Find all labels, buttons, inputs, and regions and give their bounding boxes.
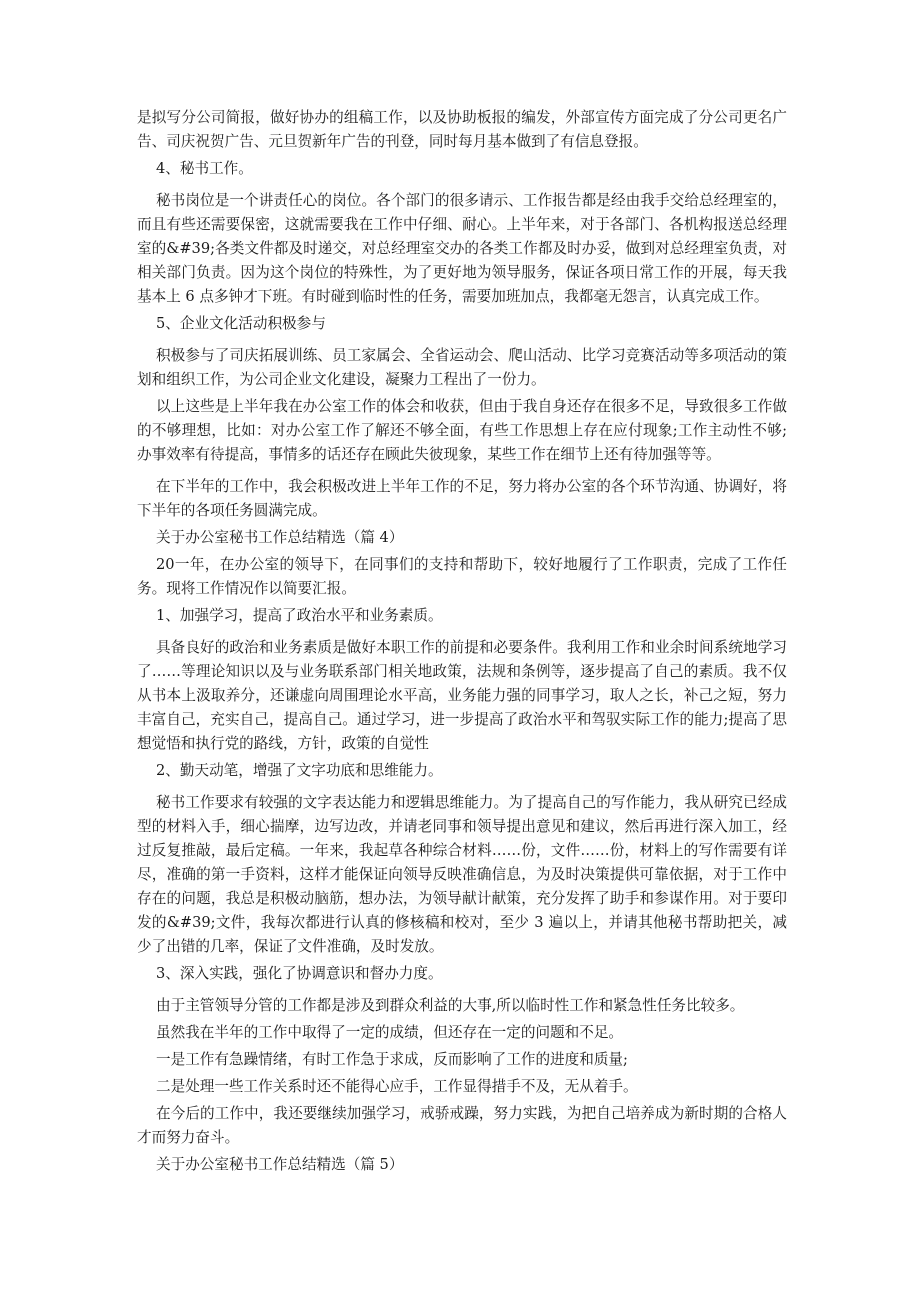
- paragraph: 虽然我在半年的工作中取得了一定的成绩，但还存在一定的问题和不足。: [156, 1024, 624, 1041]
- paragraph: 一是工作有急躁情绪，有时工作急于求成，反而影响了工作的进度和质量;: [156, 1051, 628, 1068]
- paragraph: 在今后的工作中，我还要继续加强学习，戒骄戒躁，努力实践，为把自己培养成为新时期的合格人才而努力奋斗。: [137, 1105, 787, 1146]
- paragraph: 秘书工作要求有较强的文字表达能力和逻辑思维能力。为了提高自己的写作能力，我从研究已经成型的材料入手，细心揣摩，边写边改，并请老同事和领导提出意见和建议，然后再进行深入加工，经过反复推敲，最后定稿。一年来，我起草各种综合材料……份，文件……份，材料上的写作需要有详尽，准确的第一手资料，这样才能保证向领导反映准确信息，为及时决策提供可靠依据，对于工作中存在的问题，我总是积极动脑筋，想办法，为领导献计献策，充分发挥了助手和参谋作用。对于要印发的&#39;文件，我每次都进行认真的修核稿和校对，至少 3 遍以上，并请其他秘书帮助把关，减少了出错的几率，保证了文件准确，及时发放。: [137, 794, 787, 955]
- paragraph: 在下半年的工作中，我会积极改进上半年工作的不足，努力将办公室的各个环节沟通、协调好，将下半年的各项任务圆满完成。: [137, 478, 787, 519]
- paragraph: 具备良好的政治和业务素质是做好本职工作的前提和必要条件。我利用工作和业余时间系统地学习了……等理论知识以及与业务联系部门相关地政策，法规和条例等，逐步提高了自己的素质。我不仅从书本上汲取养分，还谦虚向周围理论水平高，业务能力强的同事学习，取人之长，补己之短，努力丰富自己，充实自己，提高自己。通过学习，进一步提高了政治水平和驾驭实际工作的能力;提高了思想觉悟和执行党的路线，方针，政策的自觉性: [137, 639, 787, 752]
- paragraph: 以上这些是上半年我在办公室工作的体会和收获，但由于我自身还存在很多不足，导致很多工作做的不够理想，比如：对办公室工作了解还不够全面，有些工作思想上存在应付现象;工作主动性不够;办事效率有待提高，事情多的话还存在顾此失彼现象，某些工作在细节上还有待加强等等。: [137, 398, 787, 463]
- section-heading: 1、加强学习，提高了政治水平和业务素质。: [156, 607, 443, 624]
- paragraph: 二是处理一些工作关系时还不能得心应手，工作显得措手不及，无从着手。: [156, 1078, 638, 1095]
- section-heading: 4、秘书工作。: [156, 160, 253, 177]
- section-heading: 3、深入实践，强化了协调意识和督办力度。: [156, 965, 443, 982]
- article-title: 关于办公室秘书工作总结精选（篇 4）: [156, 529, 404, 546]
- section-heading: 2、勤天动笔，增强了文字功底和思维能力。: [156, 762, 443, 779]
- paragraph: 秘书岗位是一个讲责任心的岗位。各个部门的很多请示、工作报告都是经由我手交给总经理室的，而且有些还需要保密，这就需要我在工作中仔细、耐心。上半年来，对于各部门、各机构报送总经理室的&#39;各类文件都及时递交，对总经理室交办的各类工作都及时办妥，做到对总经理室负责，对相关部门负责。因为这个岗位的特殊性，为了更好地为领导服务，保证各项日常工作的开展，每天我基本上 6 点多钟才下班。有时碰到临时性的任务，需要加班加点，我都毫无怨言，认真完成工作。: [137, 192, 787, 305]
- paragraph: 积极参与了司庆拓展训练、员工家属会、全省运动会、爬山活动、比学习竞赛活动等多项活动的策划和组织工作，为公司企业文化建设，凝聚力工程出了一份力。: [137, 347, 787, 388]
- section-heading: 5、企业文化活动积极参与: [156, 315, 326, 332]
- article-title: 关于办公室秘书工作总结精选（篇 5）: [156, 1156, 404, 1173]
- paragraph: 20一年，在办公室的领导下，在同事们的支持和帮助下，较好地履行了工作职责，完成了工作任务。现将工作情况作以简要汇报。: [137, 556, 787, 597]
- document-body: [137, 106, 787, 1177]
- paragraph: 是拟写分公司简报，做好协办的组稿工作，以及协助板报的编发，外部宣传方面完成了分公司更名广告、司庆祝贺广告、元旦贺新年广告的刊登，同时每月基本做到了有信息登报。: [137, 109, 787, 150]
- paragraph: 由于主管领导分管的工作都是涉及到群众利益的大事,所以临时性工作和紧急性任务比较多。: [156, 997, 745, 1014]
